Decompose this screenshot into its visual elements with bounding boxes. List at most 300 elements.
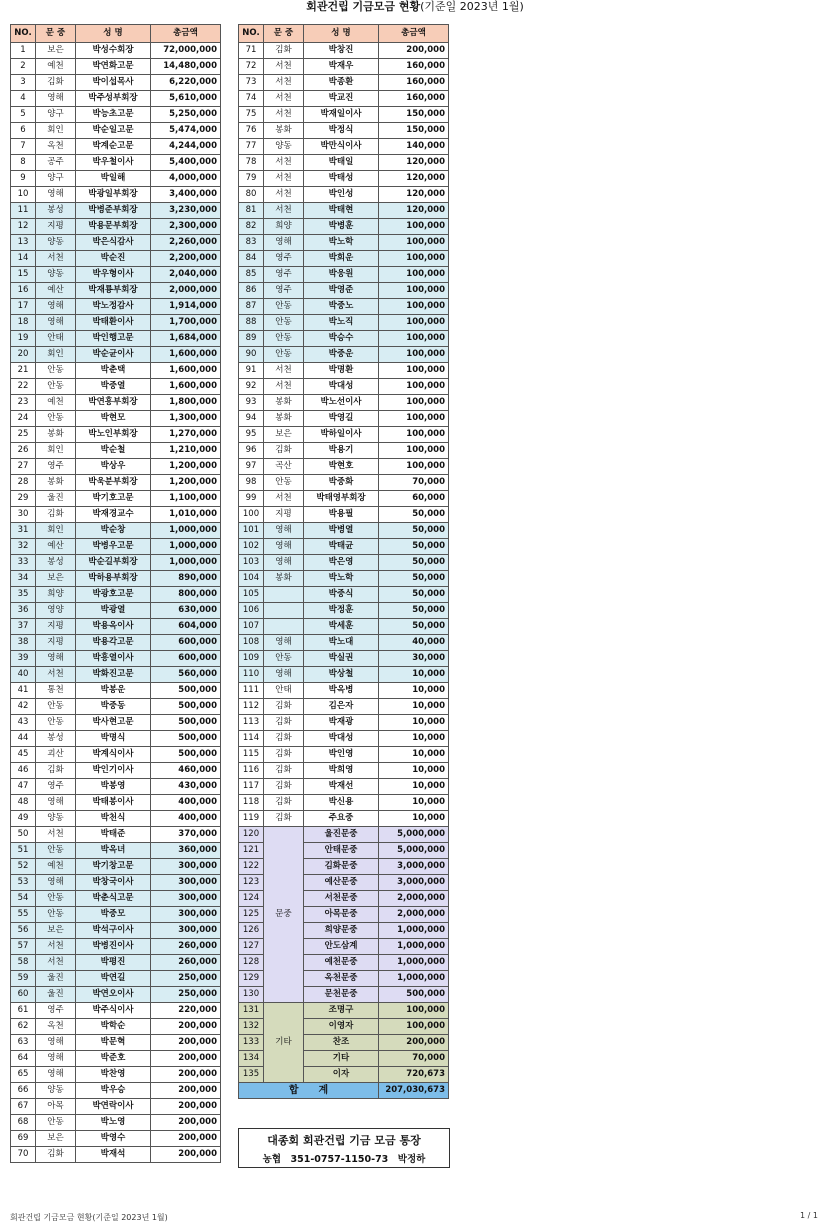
table-row xyxy=(239,443,449,459)
row-number: 39 xyxy=(11,651,36,667)
row-amount: 120,000 xyxy=(379,171,449,187)
table-row xyxy=(11,587,221,603)
row-clan: 서천 xyxy=(264,75,304,91)
row-amount: 160,000 xyxy=(379,75,449,91)
table-row xyxy=(11,1115,221,1131)
table-row xyxy=(11,715,221,731)
row-clan: 안태 xyxy=(264,683,304,699)
row-name: 박기호고문 xyxy=(76,491,151,507)
row-clan: 통천 xyxy=(36,683,76,699)
row-amount: 430,000 xyxy=(151,779,221,795)
table-row xyxy=(11,1131,221,1147)
row-number: 22 xyxy=(11,379,36,395)
row-number: 48 xyxy=(11,795,36,811)
row-number: 131 xyxy=(239,1003,264,1019)
row-amount: 360,000 xyxy=(151,843,221,859)
row-clan: 예천 xyxy=(36,859,76,875)
row-clan: 김화 xyxy=(264,699,304,715)
row-clan: 보은 xyxy=(36,571,76,587)
row-amount: 260,000 xyxy=(151,939,221,955)
row-name: 박정훈 xyxy=(304,603,379,619)
row-number: 85 xyxy=(239,267,264,283)
table-row xyxy=(239,603,449,619)
row-clan: 봉화 xyxy=(36,427,76,443)
row-name: 박노정감사 xyxy=(76,299,151,315)
table-row xyxy=(11,779,221,795)
row-name: 박주식이사 xyxy=(76,1003,151,1019)
row-clan: 예천 xyxy=(36,59,76,75)
table-row xyxy=(11,475,221,491)
row-amount: 5,400,000 xyxy=(151,155,221,171)
row-clan: 서천 xyxy=(36,827,76,843)
row-amount: 100,000 xyxy=(379,315,449,331)
row-name: 박중노 xyxy=(304,299,379,315)
row-amount: 100,000 xyxy=(379,299,449,315)
row-amount: 100,000 xyxy=(379,443,449,459)
row-amount: 70,000 xyxy=(379,1051,449,1067)
row-amount: 120,000 xyxy=(379,203,449,219)
row-clan: 안동 xyxy=(264,315,304,331)
row-amount: 6,220,000 xyxy=(151,75,221,91)
table-row xyxy=(11,619,221,635)
row-number: 80 xyxy=(239,187,264,203)
table-row xyxy=(11,1019,221,1035)
row-number: 116 xyxy=(239,763,264,779)
row-amount: 150,000 xyxy=(379,107,449,123)
row-amount: 1,000,000 xyxy=(379,923,449,939)
row-amount: 100,000 xyxy=(379,411,449,427)
row-number: 26 xyxy=(11,443,36,459)
row-amount: 10,000 xyxy=(379,667,449,683)
row-clan: 영해 xyxy=(36,1067,76,1083)
table-row xyxy=(11,891,221,907)
row-number: 98 xyxy=(239,475,264,491)
row-number: 32 xyxy=(11,539,36,555)
row-amount: 100,000 xyxy=(379,459,449,475)
row-clan: 김화 xyxy=(264,747,304,763)
row-clan: 봉성 xyxy=(36,555,76,571)
row-number: 18 xyxy=(11,315,36,331)
row-name: 박봉영 xyxy=(76,779,151,795)
table-row xyxy=(239,699,449,715)
row-name: 박천식 xyxy=(76,811,151,827)
row-number: 57 xyxy=(11,939,36,955)
row-number: 90 xyxy=(239,347,264,363)
row-clan: 김화 xyxy=(36,763,76,779)
row-clan: 지평 xyxy=(36,619,76,635)
row-amount: 150,000 xyxy=(379,123,449,139)
row-name: 박계순고문 xyxy=(76,139,151,155)
row-number: 128 xyxy=(239,955,264,971)
row-number: 103 xyxy=(239,555,264,571)
table-row xyxy=(239,779,449,795)
row-number: 55 xyxy=(11,907,36,923)
row-amount: 2,260,000 xyxy=(151,235,221,251)
row-name: 박현호 xyxy=(304,459,379,475)
table-row xyxy=(11,603,221,619)
row-number: 114 xyxy=(239,731,264,747)
left-donor-table xyxy=(10,24,221,1163)
header-clan: 문 중 xyxy=(264,25,304,43)
row-number: 110 xyxy=(239,667,264,683)
row-number: 66 xyxy=(11,1083,36,1099)
table-row xyxy=(11,347,221,363)
row-name: 박우승 xyxy=(76,1083,151,1099)
row-name: 안도삼계 xyxy=(304,939,379,955)
row-number: 100 xyxy=(239,507,264,523)
row-clan: 서천 xyxy=(264,379,304,395)
row-number: 25 xyxy=(11,427,36,443)
row-number: 109 xyxy=(239,651,264,667)
row-number: 92 xyxy=(239,379,264,395)
row-amount: 10,000 xyxy=(379,795,449,811)
row-name: 박중열 xyxy=(76,379,151,395)
table-row xyxy=(11,539,221,555)
row-clan: 영해 xyxy=(264,635,304,651)
row-amount: 100,000 xyxy=(379,235,449,251)
table-row xyxy=(239,267,449,283)
row-clan: 서천 xyxy=(264,363,304,379)
row-name: 박만식이사 xyxy=(304,139,379,155)
row-clan: 서천 xyxy=(36,251,76,267)
row-amount: 300,000 xyxy=(151,859,221,875)
row-number: 45 xyxy=(11,747,36,763)
row-name: 박중모 xyxy=(76,907,151,923)
row-name: 박창국이사 xyxy=(76,875,151,891)
row-clan: 영해 xyxy=(36,1051,76,1067)
row-name: 박정식 xyxy=(304,123,379,139)
row-clan: 봉화 xyxy=(264,571,304,587)
row-clan: 희양 xyxy=(264,219,304,235)
table-row xyxy=(11,683,221,699)
group-label: 문중 xyxy=(264,827,304,1003)
row-name: 박우형이사 xyxy=(76,267,151,283)
row-amount: 300,000 xyxy=(151,875,221,891)
row-name: 박춘택 xyxy=(76,363,151,379)
table-row xyxy=(11,763,221,779)
row-amount: 250,000 xyxy=(151,987,221,1003)
row-name: 박영준 xyxy=(304,283,379,299)
row-number: 69 xyxy=(11,1131,36,1147)
row-clan: 영주 xyxy=(264,267,304,283)
table-row xyxy=(11,1035,221,1051)
row-number: 132 xyxy=(239,1019,264,1035)
row-name: 박대성 xyxy=(304,731,379,747)
row-number: 61 xyxy=(11,1003,36,1019)
row-clan: 영양 xyxy=(36,603,76,619)
row-clan xyxy=(264,603,304,619)
table-row xyxy=(11,379,221,395)
row-number: 124 xyxy=(239,891,264,907)
row-number: 65 xyxy=(11,1067,36,1083)
row-name: 박화진고문 xyxy=(76,667,151,683)
row-number: 52 xyxy=(11,859,36,875)
row-amount: 220,000 xyxy=(151,1003,221,1019)
row-name: 박연오이사 xyxy=(76,987,151,1003)
row-amount: 3,230,000 xyxy=(151,203,221,219)
row-number: 63 xyxy=(11,1035,36,1051)
row-number: 72 xyxy=(239,59,264,75)
row-amount: 500,000 xyxy=(151,731,221,747)
row-clan: 서천 xyxy=(264,171,304,187)
table-row xyxy=(239,411,449,427)
table-row xyxy=(11,555,221,571)
row-number: 134 xyxy=(239,1051,264,1067)
row-name: 박준호 xyxy=(76,1051,151,1067)
row-name: 박연흥부회장 xyxy=(76,395,151,411)
table-row xyxy=(11,267,221,283)
row-amount: 50,000 xyxy=(379,523,449,539)
row-name: 박태일 xyxy=(304,155,379,171)
row-clan: 안동 xyxy=(36,379,76,395)
table-row xyxy=(239,507,449,523)
table-row xyxy=(239,747,449,763)
row-amount: 50,000 xyxy=(379,587,449,603)
bank-title: 대종회 회관건립 기금 모금 통장 xyxy=(267,1134,421,1147)
row-name: 박종환 xyxy=(304,75,379,91)
row-amount: 1,800,000 xyxy=(151,395,221,411)
row-clan: 희양 xyxy=(36,587,76,603)
row-number: 111 xyxy=(239,683,264,699)
row-amount: 30,000 xyxy=(379,651,449,667)
row-amount: 100,000 xyxy=(379,267,449,283)
row-name: 박중식 xyxy=(304,587,379,603)
row-amount: 50,000 xyxy=(379,555,449,571)
row-name: 박중화 xyxy=(304,475,379,491)
row-clan: 옥천 xyxy=(36,139,76,155)
row-amount: 200,000 xyxy=(151,1115,221,1131)
row-name: 박인영 xyxy=(304,747,379,763)
row-clan: 봉화 xyxy=(36,475,76,491)
row-amount: 3,400,000 xyxy=(151,187,221,203)
row-clan: 봉화 xyxy=(264,411,304,427)
row-name: 박성수회장 xyxy=(76,43,151,59)
row-number: 70 xyxy=(11,1147,36,1163)
total-label: 합 계 xyxy=(239,1083,379,1099)
table-row xyxy=(239,827,449,843)
table-row xyxy=(11,411,221,427)
row-number: 37 xyxy=(11,619,36,635)
row-number: 41 xyxy=(11,683,36,699)
row-number: 20 xyxy=(11,347,36,363)
row-name: 박순일고문 xyxy=(76,123,151,139)
row-name: 박노대 xyxy=(304,635,379,651)
row-clan: 영해 xyxy=(264,235,304,251)
row-name: 박연길 xyxy=(76,971,151,987)
row-name: 주요중 xyxy=(304,811,379,827)
row-number: 3 xyxy=(11,75,36,91)
row-clan: 영해 xyxy=(264,555,304,571)
row-number: 97 xyxy=(239,459,264,475)
table-row xyxy=(11,939,221,955)
row-amount: 460,000 xyxy=(151,763,221,779)
row-name: 박재경교수 xyxy=(76,507,151,523)
row-number: 60 xyxy=(11,987,36,1003)
table-row xyxy=(239,107,449,123)
row-number: 106 xyxy=(239,603,264,619)
row-clan: 회인 xyxy=(36,123,76,139)
footer-text: 회관건립 기금모금 현황(기준일 2023년 1월) xyxy=(10,1213,168,1222)
table-row xyxy=(11,123,221,139)
row-clan: 영해 xyxy=(36,315,76,331)
row-number: 91 xyxy=(239,363,264,379)
row-amount: 100,000 xyxy=(379,283,449,299)
row-name: 박용기 xyxy=(304,443,379,459)
table-row xyxy=(11,299,221,315)
table-row xyxy=(11,955,221,971)
row-name: 박노학 xyxy=(304,571,379,587)
row-name: 박영수 xyxy=(76,1131,151,1147)
total-row xyxy=(239,1083,449,1099)
row-amount: 400,000 xyxy=(151,811,221,827)
header-clan: 문 중 xyxy=(36,25,76,43)
table-row xyxy=(11,747,221,763)
row-clan: 양동 xyxy=(36,1083,76,1099)
row-amount: 10,000 xyxy=(379,683,449,699)
row-number: 33 xyxy=(11,555,36,571)
table-row xyxy=(11,875,221,891)
row-number: 16 xyxy=(11,283,36,299)
row-amount: 200,000 xyxy=(151,1019,221,1035)
table-row xyxy=(11,987,221,1003)
row-number: 21 xyxy=(11,363,36,379)
table-row xyxy=(239,619,449,635)
table-row xyxy=(239,283,449,299)
table-row xyxy=(239,219,449,235)
table-row xyxy=(239,75,449,91)
row-name: 박재선 xyxy=(304,779,379,795)
row-amount: 600,000 xyxy=(151,635,221,651)
row-name: 울진문중 xyxy=(304,827,379,843)
row-amount: 1,000,000 xyxy=(151,555,221,571)
row-number: 56 xyxy=(11,923,36,939)
row-clan: 김화 xyxy=(36,1147,76,1163)
row-name: 박병우고문 xyxy=(76,539,151,555)
table-row xyxy=(11,1067,221,1083)
row-number: 15 xyxy=(11,267,36,283)
row-number: 54 xyxy=(11,891,36,907)
row-name: 박교진 xyxy=(304,91,379,107)
row-number: 99 xyxy=(239,491,264,507)
row-name: 박병열 xyxy=(304,523,379,539)
row-name: 박인기이사 xyxy=(76,763,151,779)
table-row xyxy=(11,859,221,875)
row-amount: 1,100,000 xyxy=(151,491,221,507)
row-name: 박노학 xyxy=(304,235,379,251)
row-name: 박실권 xyxy=(304,651,379,667)
row-amount: 200,000 xyxy=(379,43,449,59)
row-amount: 100,000 xyxy=(379,347,449,363)
title-sub: (기준일 2023년 1월) xyxy=(420,0,524,13)
row-number: 76 xyxy=(239,123,264,139)
row-number: 104 xyxy=(239,571,264,587)
row-amount: 10,000 xyxy=(379,811,449,827)
row-amount: 1,000,000 xyxy=(151,539,221,555)
row-name: 희양문중 xyxy=(304,923,379,939)
row-amount: 2,040,000 xyxy=(151,267,221,283)
row-clan: 보은 xyxy=(36,923,76,939)
table-row xyxy=(239,763,449,779)
row-clan: 양구 xyxy=(36,107,76,123)
row-amount: 1,000,000 xyxy=(151,523,221,539)
row-name: 박영길 xyxy=(304,411,379,427)
row-clan: 서천 xyxy=(264,491,304,507)
row-number: 2 xyxy=(11,59,36,75)
row-number: 29 xyxy=(11,491,36,507)
row-clan: 영해 xyxy=(36,187,76,203)
row-clan: 양구 xyxy=(36,171,76,187)
row-clan: 영해 xyxy=(36,651,76,667)
row-name: 박대성 xyxy=(304,379,379,395)
row-clan xyxy=(264,587,304,603)
row-amount: 3,000,000 xyxy=(379,875,449,891)
row-name: 박병훈 xyxy=(304,219,379,235)
row-name: 박노영 xyxy=(76,1115,151,1131)
row-clan: 김화 xyxy=(264,731,304,747)
row-name: 박중운 xyxy=(304,347,379,363)
row-amount: 1,210,000 xyxy=(151,443,221,459)
table-row xyxy=(239,427,449,443)
row-name: 박재광 xyxy=(304,715,379,731)
row-clan: 공주 xyxy=(36,155,76,171)
row-number: 113 xyxy=(239,715,264,731)
table-row xyxy=(11,731,221,747)
row-name: 박문혁 xyxy=(76,1035,151,1051)
table-row xyxy=(11,459,221,475)
table-header-row xyxy=(239,25,449,43)
row-name: 박신용 xyxy=(304,795,379,811)
row-number: 118 xyxy=(239,795,264,811)
row-clan: 서천 xyxy=(36,939,76,955)
row-amount: 720,673 xyxy=(379,1067,449,1083)
row-number: 133 xyxy=(239,1035,264,1051)
row-clan: 안동 xyxy=(36,411,76,427)
row-number: 130 xyxy=(239,987,264,1003)
row-number: 6 xyxy=(11,123,36,139)
row-amount: 600,000 xyxy=(151,651,221,667)
row-name: 박용각고문 xyxy=(76,635,151,651)
row-number: 122 xyxy=(239,859,264,875)
row-name: 아목문중 xyxy=(304,907,379,923)
row-amount: 5,000,000 xyxy=(379,827,449,843)
row-number: 10 xyxy=(11,187,36,203)
table-row xyxy=(11,907,221,923)
row-clan: 울진 xyxy=(36,491,76,507)
row-name: 박하용부회장 xyxy=(76,571,151,587)
row-name: 박연락이사 xyxy=(76,1099,151,1115)
row-name: 박상우 xyxy=(76,459,151,475)
row-name: 박옥병 xyxy=(304,683,379,699)
row-amount: 500,000 xyxy=(151,747,221,763)
row-name: 박재우 xyxy=(304,59,379,75)
row-name: 박찬영 xyxy=(76,1067,151,1083)
row-clan: 김화 xyxy=(264,811,304,827)
row-name: 박광호고문 xyxy=(76,587,151,603)
header-no: NO. xyxy=(11,25,36,43)
row-amount: 500,000 xyxy=(379,987,449,1003)
table-row xyxy=(11,667,221,683)
table-row xyxy=(11,827,221,843)
row-name: 박사현고문 xyxy=(76,715,151,731)
row-clan: 서천 xyxy=(36,667,76,683)
row-amount: 1,000,000 xyxy=(379,939,449,955)
table-row xyxy=(239,475,449,491)
row-name: 박이섭목사 xyxy=(76,75,151,91)
row-clan: 아목 xyxy=(36,1099,76,1115)
row-number: 5 xyxy=(11,107,36,123)
table-row xyxy=(239,395,449,411)
row-clan: 울진 xyxy=(36,971,76,987)
